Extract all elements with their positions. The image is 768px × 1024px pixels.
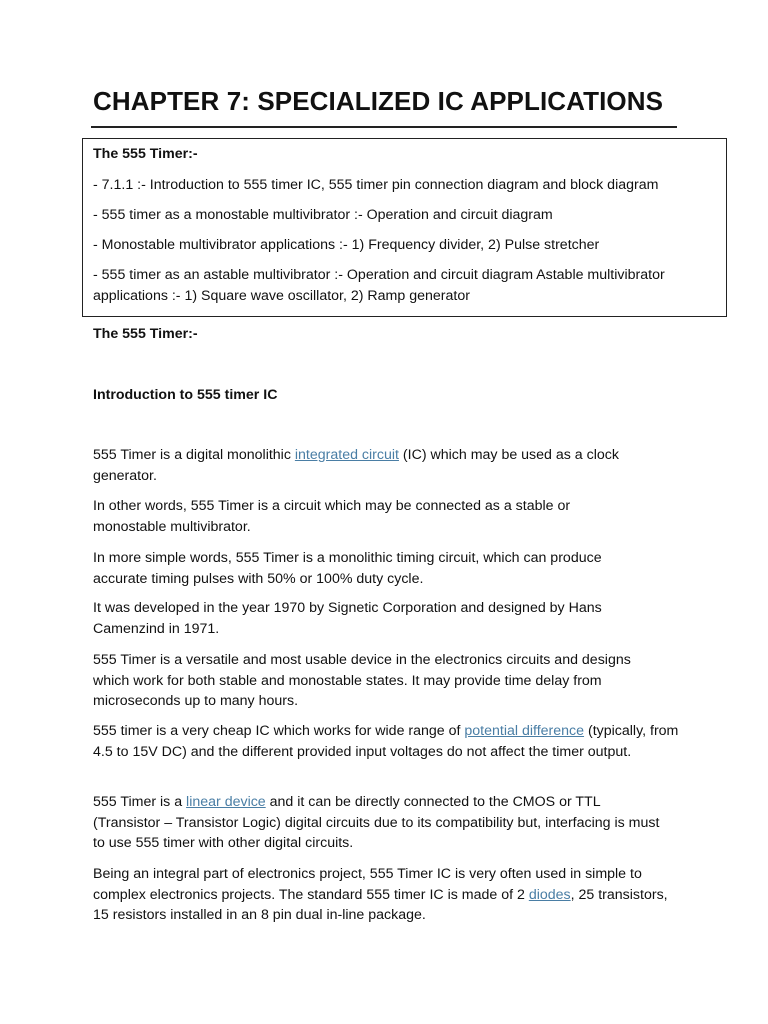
summary-item: - 555 timer as an astable multivibrator :- Operation and circuit diagram Astable multivibrator applications :- 1) Square wave oscillator, 2) Ramp generator bbox=[93, 267, 665, 304]
summary-item: - 7.1.1 :- Introduction to 555 timer IC, 555 timer pin connection diagram and block diagram bbox=[93, 177, 659, 193]
link-integrated-circuit[interactable]: integrated circuit bbox=[294, 447, 399, 463]
paragraph: 555 Timer is a versatile and most usable device in the electronics circuits and designs which work for both stable and monostable states. It may provide time delay from microseconds up to many hours. bbox=[93, 652, 631, 709]
paragraph: 555 timer is a very cheap IC which works for wide range of potential difference (typically, from 4.5 to 15V DC) and the different provided input voltages do not affect the timer output. bbox=[93, 723, 679, 760]
paragraph: It was developed in the year 1970 by Signetic Corporation and designed by Hans Camenzind in 1971. bbox=[93, 600, 602, 637]
title-underline bbox=[91, 126, 677, 128]
link-linear-device[interactable]: linear device bbox=[186, 794, 266, 810]
paragraph: Being an integral part of electronics project, 555 Timer IC is very often used in simple to complex electronics projects. The standard 555 timer IC is made of 2 diodes, 25 transistors, 15 resistors installed in an 8 pin dual in-line package. bbox=[93, 866, 668, 923]
paragraph: 555 Timer is a digital monolithic integrated circuit (IC) which may be used as a clock generator. bbox=[93, 447, 619, 484]
link-diodes[interactable]: diodes bbox=[528, 886, 571, 903]
summary-heading: The 555 Timer:- bbox=[93, 146, 198, 162]
summary-item: - 555 timer as a monostable multivibrator :- Operation and circuit diagram bbox=[93, 207, 553, 223]
link-potential-difference[interactable]: potential difference bbox=[464, 723, 585, 739]
paragraph: In more simple words, 555 Timer is a monolithic timing circuit, which can produce accurate timing pulses with 50% or 100% duty cycle. bbox=[93, 550, 602, 587]
subsection-heading: Introduction to 555 timer IC bbox=[93, 387, 278, 403]
chapter-title: CHAPTER 7: SPECIALIZED IC APPLICATIONS bbox=[93, 86, 664, 116]
summary-item: - Monostable multivibrator applications :- 1) Frequency divider, 2) Pulse stretcher bbox=[93, 237, 600, 253]
section-heading: The 555 Timer:- bbox=[93, 326, 198, 342]
paragraph: In other words, 555 Timer is a circuit which may be connected as a stable or monostable multivibrator. bbox=[93, 498, 571, 535]
paragraph: 555 Timer is a linear device and it can be directly connected to the CMOS or TTL (Transistor – Transistor Logic) digital circuits due to its compatibility but, interfacing is must to use 555 timer with other digital circuits. bbox=[93, 794, 660, 851]
